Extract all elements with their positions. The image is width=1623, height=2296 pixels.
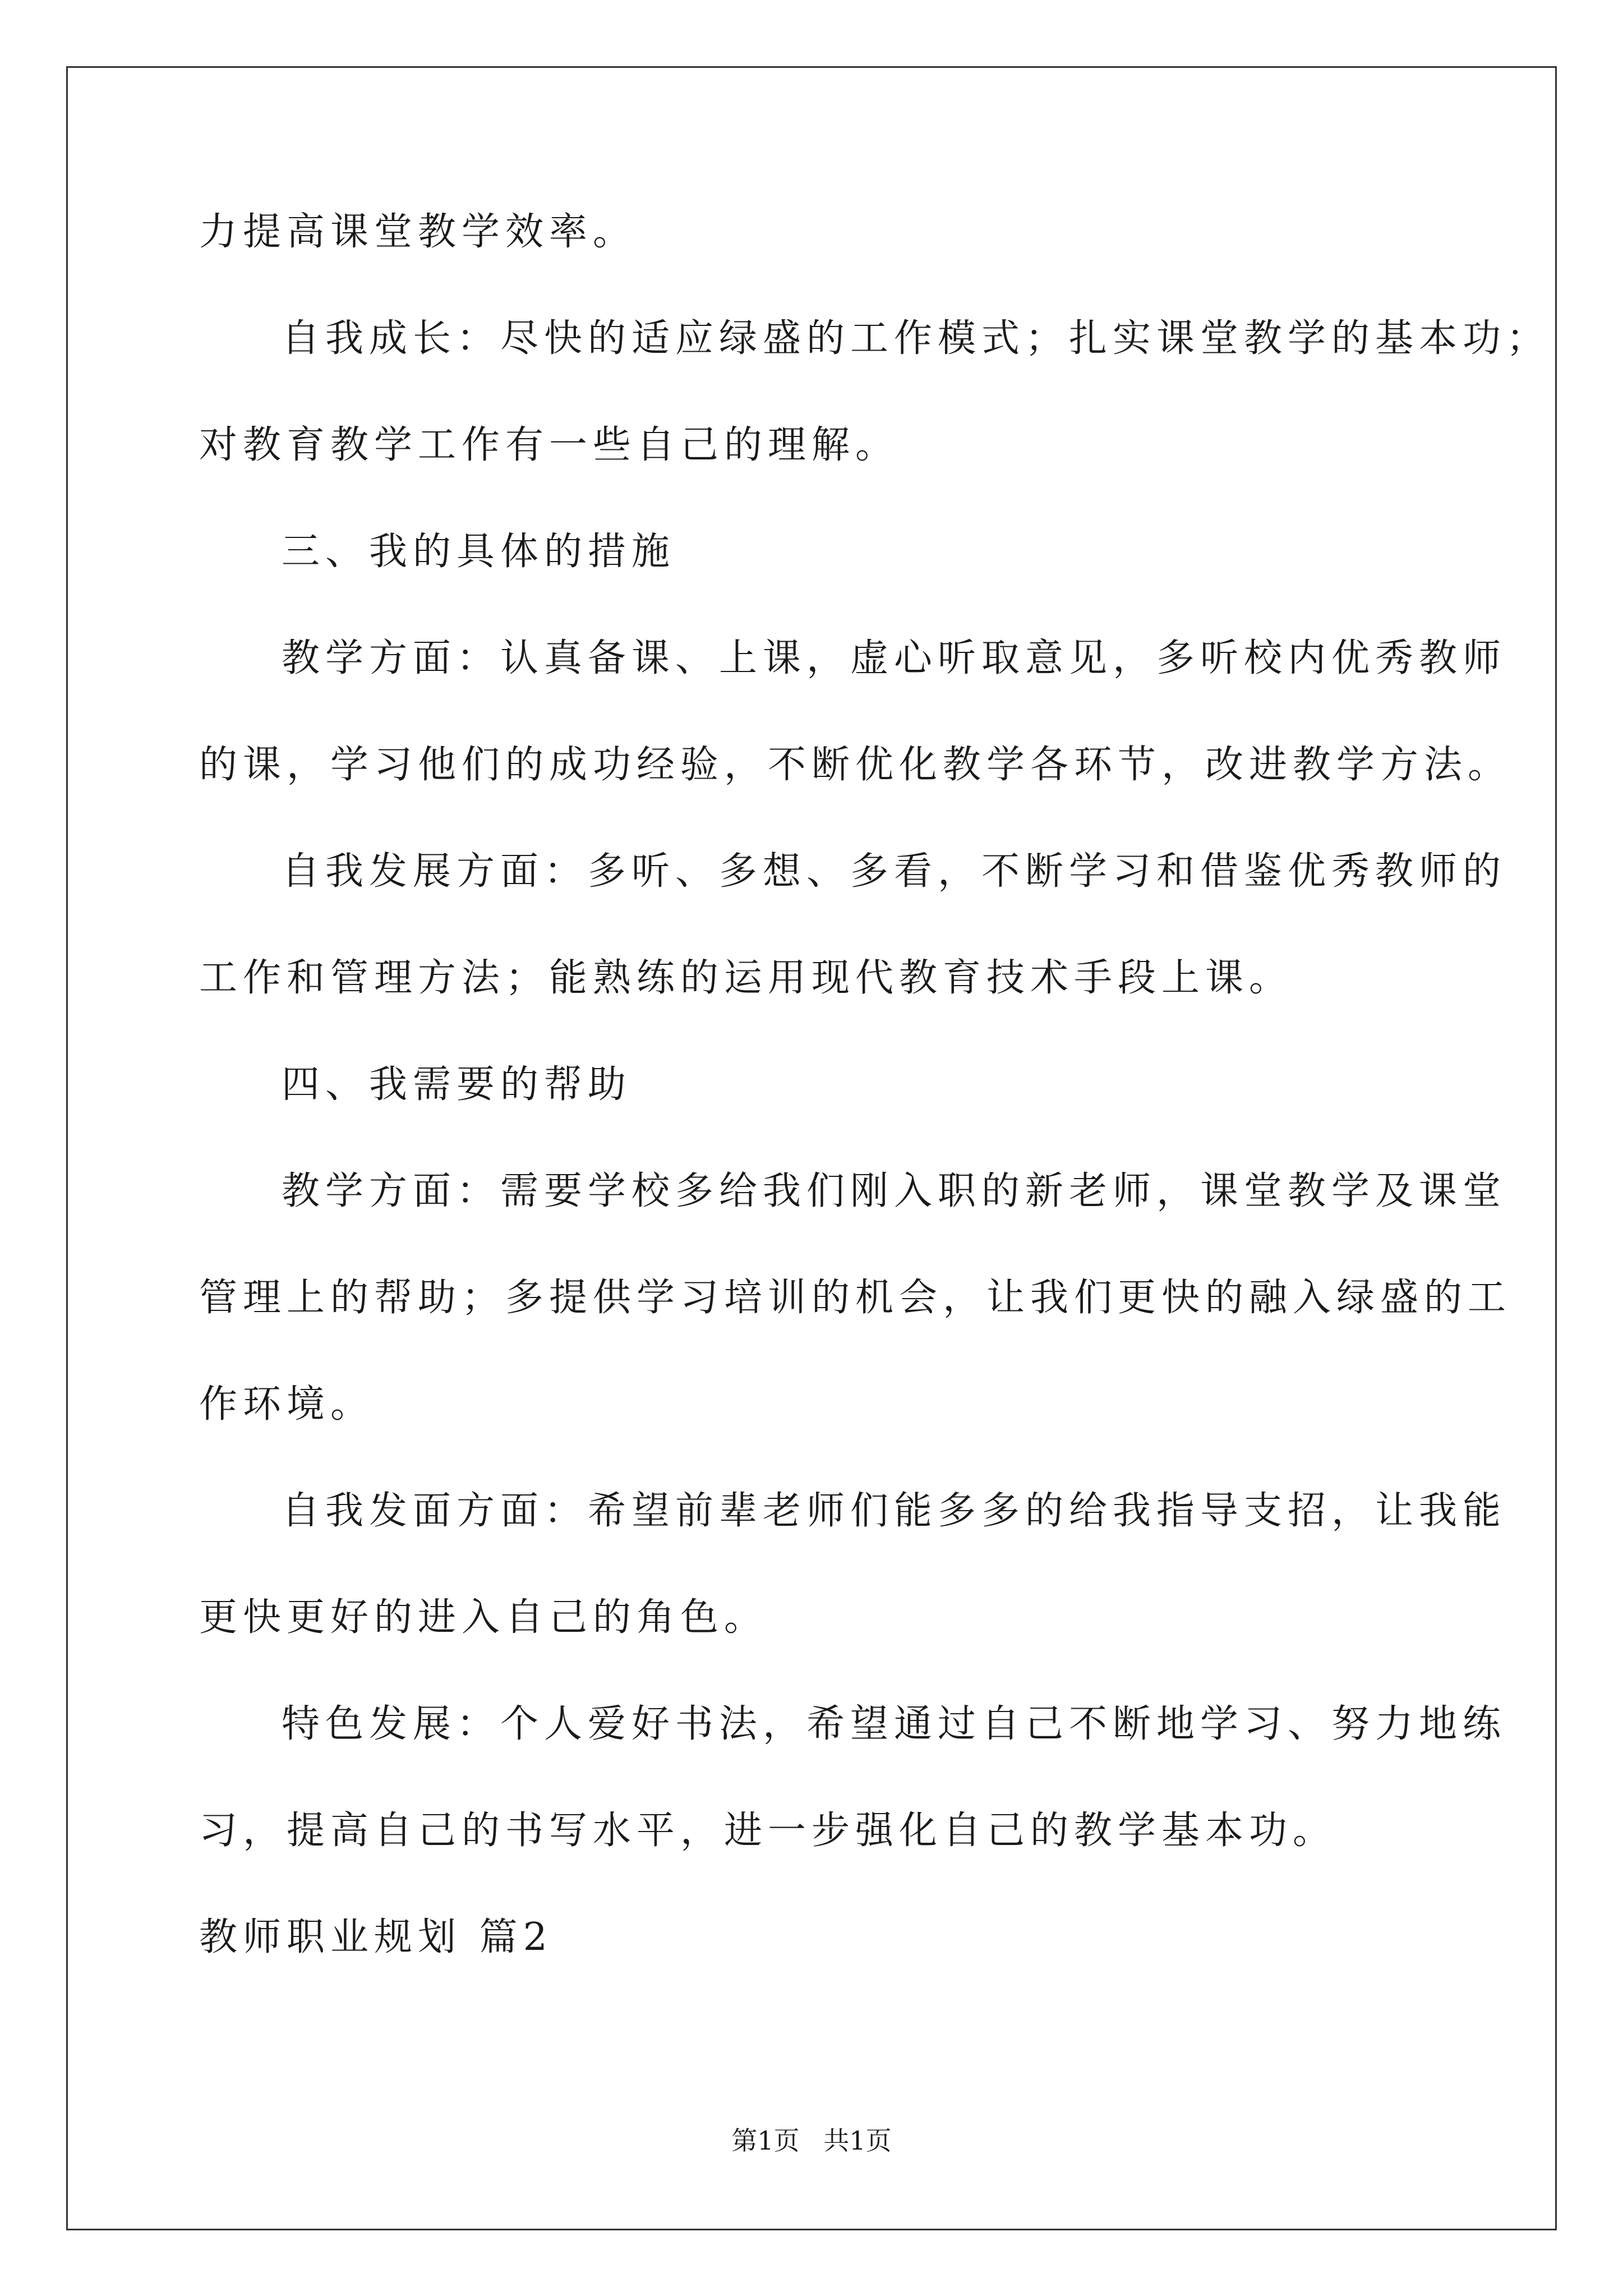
paragraph-line: 教学方面：认真备课、上课，虚心听取意见，多听校内优秀教师 (282, 636, 1507, 680)
section-heading: 四、我需要的帮助 (282, 1062, 632, 1107)
paragraph-line: 作环境。 (199, 1382, 375, 1427)
page-footer (0, 2120, 1623, 2157)
paragraph-line: 管理上的帮助；多提供学习培训的机会，让我们更快的融入绿盛的工 (199, 1276, 1512, 1320)
paragraph-line: 自我成长：尽快的适应绿盛的工作模式；扎实课堂教学的基本功； (282, 316, 1551, 361)
paragraph-line: 自我发面方面：希望前辈老师们能多多的给我指导支招，让我能 (282, 1489, 1507, 1533)
paragraph-line: 教学方面：需要学校多给我们刚入职的新老师，课堂教学及课堂 (282, 1169, 1507, 1213)
paragraph-line: 特色发展：个人爱好书法，希望通过自己不断地学习、努力地练 (282, 1702, 1507, 1746)
paragraph-line: 更快更好的进入自己的角色。 (199, 1595, 768, 1640)
article-title: 教师职业规划 篇2 (199, 1915, 553, 1959)
paragraph-line: 对教育教学工作有一些自己的理解。 (199, 423, 900, 467)
paragraph-line: 自我发展方面：多听、多想、多看，不断学习和借鉴优秀教师的 (282, 849, 1507, 894)
paragraph-line: 的课，学习他们的成功经验，不断优化教学各环节，改进教学方法。 (199, 743, 1512, 787)
page-current: 第1页 (731, 2125, 800, 2156)
paragraph-line: 力提高课堂教学效率。 (199, 210, 637, 254)
paragraph-line: 工作和管理方法；能熟练的运用现代教育技术手段上课。 (199, 956, 1293, 1000)
paragraph-line: 习，提高自己的书写水平，进一步强化自己的教学基本功。 (199, 1809, 1337, 1853)
page-border (66, 66, 1557, 2230)
section-heading: 三、我的具体的措施 (282, 530, 676, 574)
page-total: 共1页 (823, 2125, 892, 2156)
